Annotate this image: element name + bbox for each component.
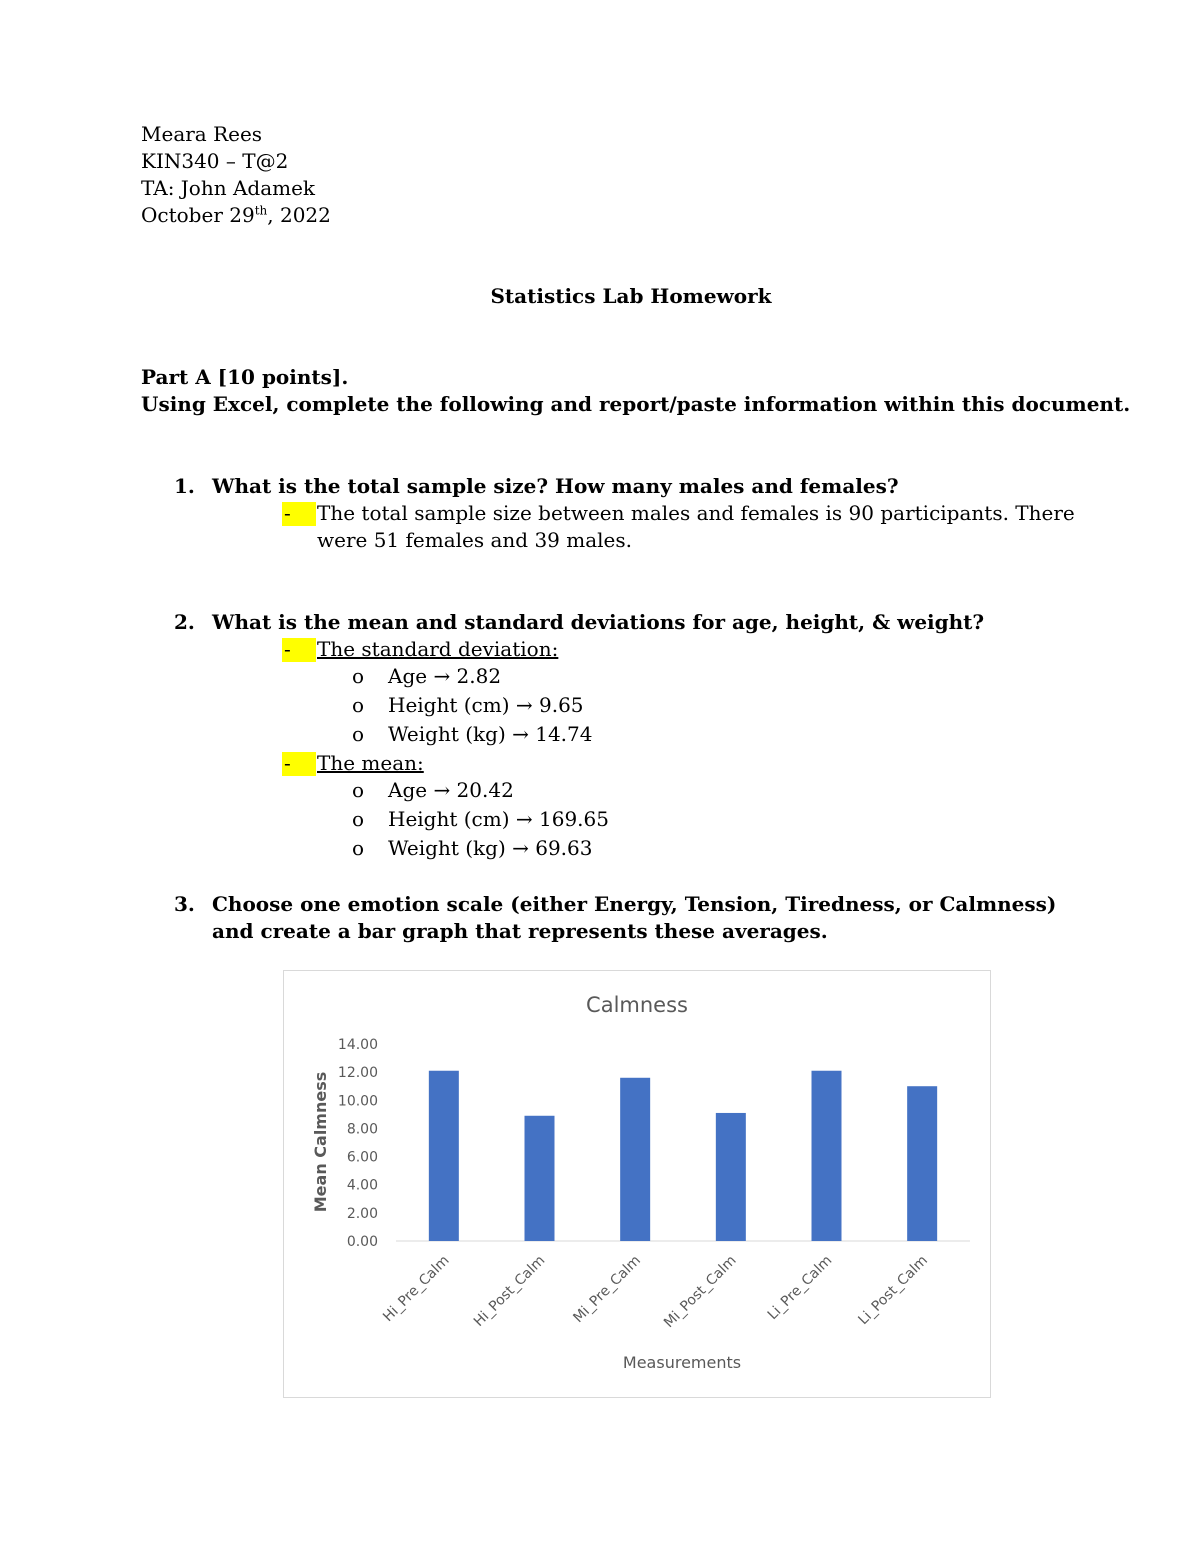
circle-bullet: o bbox=[352, 664, 365, 688]
sd-item bbox=[352, 663, 501, 690]
part-a-instruction: Using Excel, complete the following and report/paste information within this document. bbox=[141, 392, 1131, 416]
bar bbox=[429, 1071, 459, 1241]
chart-svg bbox=[284, 971, 990, 1397]
question-3 bbox=[174, 891, 1104, 945]
y-tick-label: 14.00 bbox=[337, 1037, 378, 1053]
question-number: 2. bbox=[174, 610, 195, 634]
question-number: 1. bbox=[174, 474, 195, 498]
bar bbox=[812, 1071, 842, 1241]
y-tick-label: 6.00 bbox=[346, 1149, 378, 1166]
header-block bbox=[141, 121, 331, 229]
circle-bullet: o bbox=[352, 807, 365, 831]
x-axis-title: Measurements bbox=[622, 1353, 742, 1372]
sd-item-text: Weight (kg) → 14.74 bbox=[388, 722, 593, 746]
mean-item-text: Age → 20.42 bbox=[388, 778, 514, 802]
circle-bullet: o bbox=[352, 778, 365, 802]
x-tick-label: Li_Pre_Calm bbox=[764, 1252, 836, 1324]
ta-name: TA: John Adamek bbox=[141, 176, 316, 200]
y-tick-label: 12.00 bbox=[337, 1065, 378, 1082]
mean-item bbox=[352, 835, 593, 862]
part-a bbox=[141, 364, 1130, 418]
y-tick-label: 2.00 bbox=[346, 1205, 378, 1222]
calmness-chart bbox=[283, 970, 991, 1398]
bar bbox=[525, 1116, 555, 1241]
sd-label: The standard deviation: bbox=[317, 637, 559, 661]
question-number: 3. bbox=[174, 892, 195, 916]
part-a-heading: Part A [10 points]. bbox=[141, 365, 349, 389]
circle-bullet: o bbox=[352, 693, 365, 717]
x-tick-label: Mi_Pre_Calm bbox=[570, 1252, 644, 1327]
sd-label-row bbox=[282, 636, 1102, 663]
mean-item bbox=[352, 806, 609, 833]
document-title: Statistics Lab Homework bbox=[490, 284, 772, 308]
answer-1 bbox=[282, 500, 1102, 554]
bar bbox=[907, 1086, 937, 1241]
mean-item bbox=[352, 777, 514, 804]
question-2 bbox=[174, 609, 1104, 636]
dash-bullet: - bbox=[284, 637, 291, 661]
sd-item-text: Age → 2.82 bbox=[388, 664, 502, 688]
sd-item-text: Height (cm) → 9.65 bbox=[388, 693, 584, 717]
question-text: What is the mean and standard deviations for age, height, & weight? bbox=[212, 610, 985, 634]
question-text: What is the total sample size? How many males and females? bbox=[212, 474, 899, 498]
course-code: KIN340 – T@2 bbox=[141, 149, 289, 173]
x-tick-label: Mi_Post_Calm bbox=[661, 1252, 740, 1332]
date-suffix: th bbox=[254, 203, 268, 218]
author-name: Meara Rees bbox=[141, 122, 263, 146]
answer-text: The total sample size between males and females is 90 participants. There were 51 females and 39 males. bbox=[317, 501, 1075, 552]
y-tick-label: 0.00 bbox=[346, 1234, 378, 1250]
date bbox=[141, 202, 331, 229]
dash-bullet: - bbox=[284, 501, 291, 525]
mean-label-row bbox=[282, 750, 1102, 777]
bar bbox=[716, 1113, 746, 1241]
dash-bullet: - bbox=[284, 751, 291, 775]
date-year: , 2022 bbox=[267, 203, 331, 227]
question-1 bbox=[174, 473, 1104, 500]
sd-item bbox=[352, 721, 593, 748]
x-tick-label: Hi_Post_Calm bbox=[470, 1252, 549, 1331]
y-tick-label: 10.00 bbox=[337, 1093, 378, 1110]
mean-item-text: Height (cm) → 169.65 bbox=[388, 807, 609, 831]
y-tick-label: 8.00 bbox=[346, 1121, 378, 1138]
mean-label: The mean: bbox=[317, 751, 424, 775]
y-axis-title: Mean Calmness bbox=[311, 1071, 330, 1213]
x-tick-label: Hi_Pre_Calm bbox=[380, 1252, 453, 1326]
bar bbox=[620, 1078, 650, 1241]
mean-item-text: Weight (kg) → 69.63 bbox=[388, 836, 593, 860]
sd-item bbox=[352, 692, 584, 719]
question-text: Choose one emotion scale (either Energy, Tension, Tiredness, or Calmness) and create a bar graph that represents these averages. bbox=[212, 892, 1057, 943]
y-tick-label: 4.00 bbox=[346, 1177, 378, 1194]
date-main: October 29 bbox=[141, 203, 255, 227]
circle-bullet: o bbox=[352, 836, 365, 860]
chart-title: Calmness bbox=[586, 993, 688, 1017]
x-tick-label: Li_Post_Calm bbox=[855, 1252, 931, 1329]
circle-bullet: o bbox=[352, 722, 365, 746]
